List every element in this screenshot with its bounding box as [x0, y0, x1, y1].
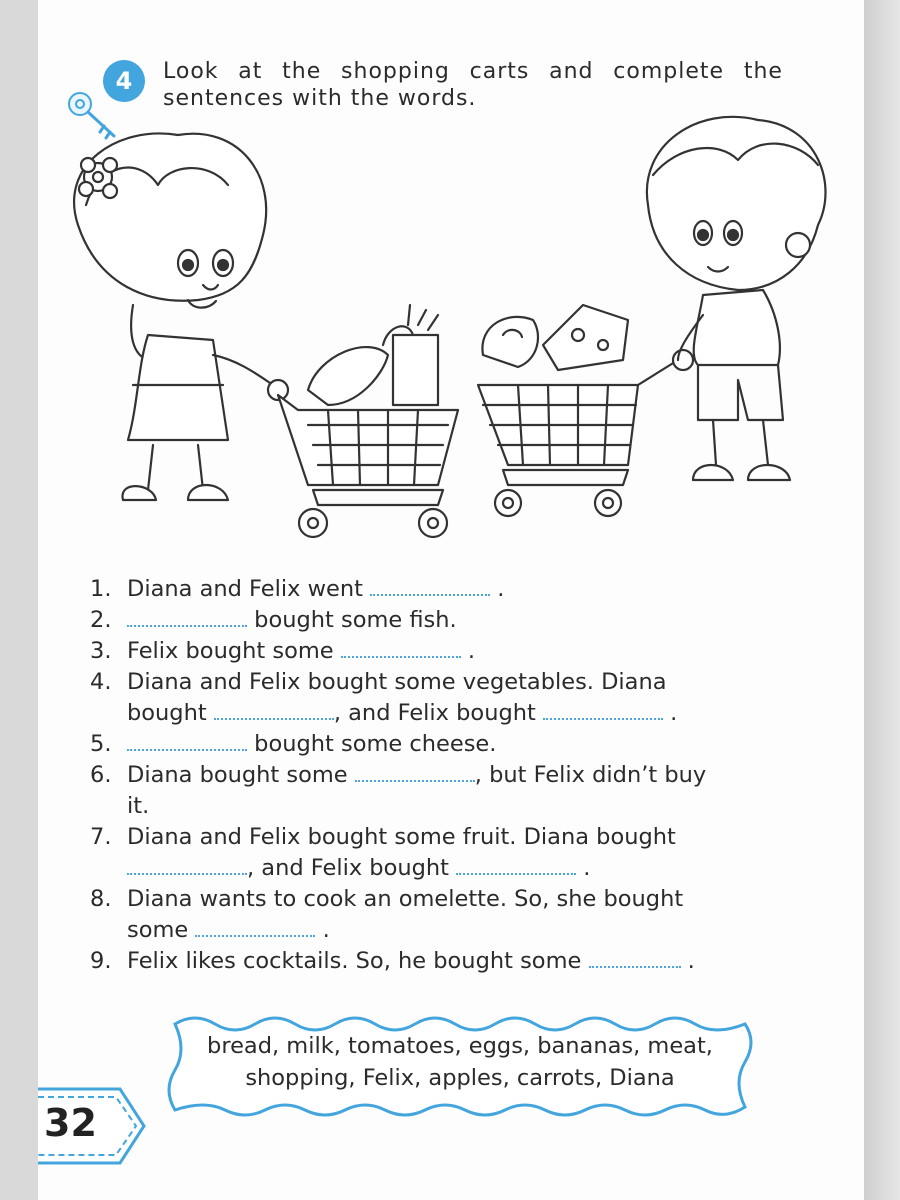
sentence-text: . [467, 638, 476, 664]
answer-blank[interactable] [214, 700, 334, 720]
instruction-word: shopping [341, 59, 450, 84]
answer-blank[interactable] [195, 917, 315, 937]
item-number: 7. [90, 824, 112, 850]
instruction-word: the [282, 59, 322, 84]
item-number: 1. [90, 576, 112, 602]
word-bank [155, 1012, 765, 1122]
sentence-text: bought some cheese. [254, 731, 497, 757]
page-number: 32 [44, 1101, 97, 1145]
sentence-text: , and Felix bought [247, 855, 449, 881]
sentence-list [90, 574, 778, 977]
item-number: 3. [90, 638, 112, 664]
sentence-text: bought [127, 700, 207, 726]
sentence-text: , but Felix didn’t buy [474, 762, 707, 788]
kids-shopping-carts-illustration [38, 105, 864, 555]
sentence-text: it. [127, 793, 150, 819]
boy-figure [647, 117, 826, 480]
sentence-text: Diana bought some [127, 762, 348, 788]
sentence-item [90, 729, 778, 760]
sentence-item [90, 605, 778, 636]
sentence-text: . [583, 855, 591, 881]
sentence-item [90, 946, 778, 977]
item-number: 8. [90, 886, 112, 912]
answer-blank[interactable] [127, 855, 247, 875]
answer-blank[interactable] [589, 948, 681, 968]
exercise-instruction [163, 58, 783, 112]
sentence-text: Diana and Felix went [127, 576, 363, 602]
sentence-item [90, 760, 778, 822]
sentence-item [90, 667, 778, 729]
sentence-text: . [497, 576, 505, 602]
item-number: 9. [90, 948, 112, 974]
item-number: 2. [90, 607, 112, 633]
sentence-text: . [322, 917, 330, 943]
item-number: 5. [90, 731, 112, 757]
instruction-word: Look [163, 59, 219, 84]
sentence-text: Diana and Felix bought some vegetables. Diana [127, 669, 667, 695]
instruction-word: carts [469, 59, 530, 84]
sentence-text: Diana and Felix bought some fruit. Diana bought [127, 824, 676, 850]
sentence-text: bought some fish. [254, 607, 457, 633]
sentence-item [90, 822, 778, 884]
left-shopping-cart [278, 305, 458, 537]
sentence-item [90, 574, 778, 605]
answer-blank[interactable] [341, 638, 461, 658]
workbook-page [38, 0, 864, 1200]
girl-figure [74, 133, 288, 500]
item-number: 4. [90, 669, 112, 695]
item-number: 6. [90, 762, 112, 788]
word-bank-line: shopping, Felix, apples, carrots, Diana [245, 1065, 675, 1091]
sentence-item [90, 636, 778, 667]
right-shopping-cart [478, 305, 693, 516]
sentence-text: , and Felix bought [333, 700, 536, 726]
answer-blank[interactable] [127, 607, 247, 627]
answer-blank[interactable] [543, 700, 663, 720]
book-spine-edge [864, 0, 900, 1200]
sentence-text: Felix likes cocktails. So, he bought some [127, 948, 582, 974]
word-bank-line: bread, milk, tomatoes, eggs, bananas, meat, [207, 1033, 713, 1059]
exercise-number-badge: 4 [103, 60, 145, 102]
instruction-word: complete [613, 59, 725, 84]
answer-blank[interactable] [370, 576, 490, 596]
answer-blank[interactable] [127, 731, 247, 751]
instruction-line-2: sentences with the words. [163, 86, 477, 111]
page-number-tab [38, 1085, 148, 1167]
instruction-word: the [743, 59, 783, 84]
sentence-item [90, 884, 778, 946]
sentence-text: Diana wants to cook an omelette. So, she bought [127, 886, 684, 912]
answer-blank[interactable] [355, 762, 475, 782]
sentence-text: some [127, 917, 189, 943]
answer-blank[interactable] [456, 855, 576, 875]
instruction-word: at [238, 59, 263, 84]
sentence-text: . [687, 948, 695, 974]
sentence-text: Felix bought some [127, 638, 334, 664]
sentence-text: . [670, 700, 678, 726]
instruction-word: and [549, 59, 594, 84]
